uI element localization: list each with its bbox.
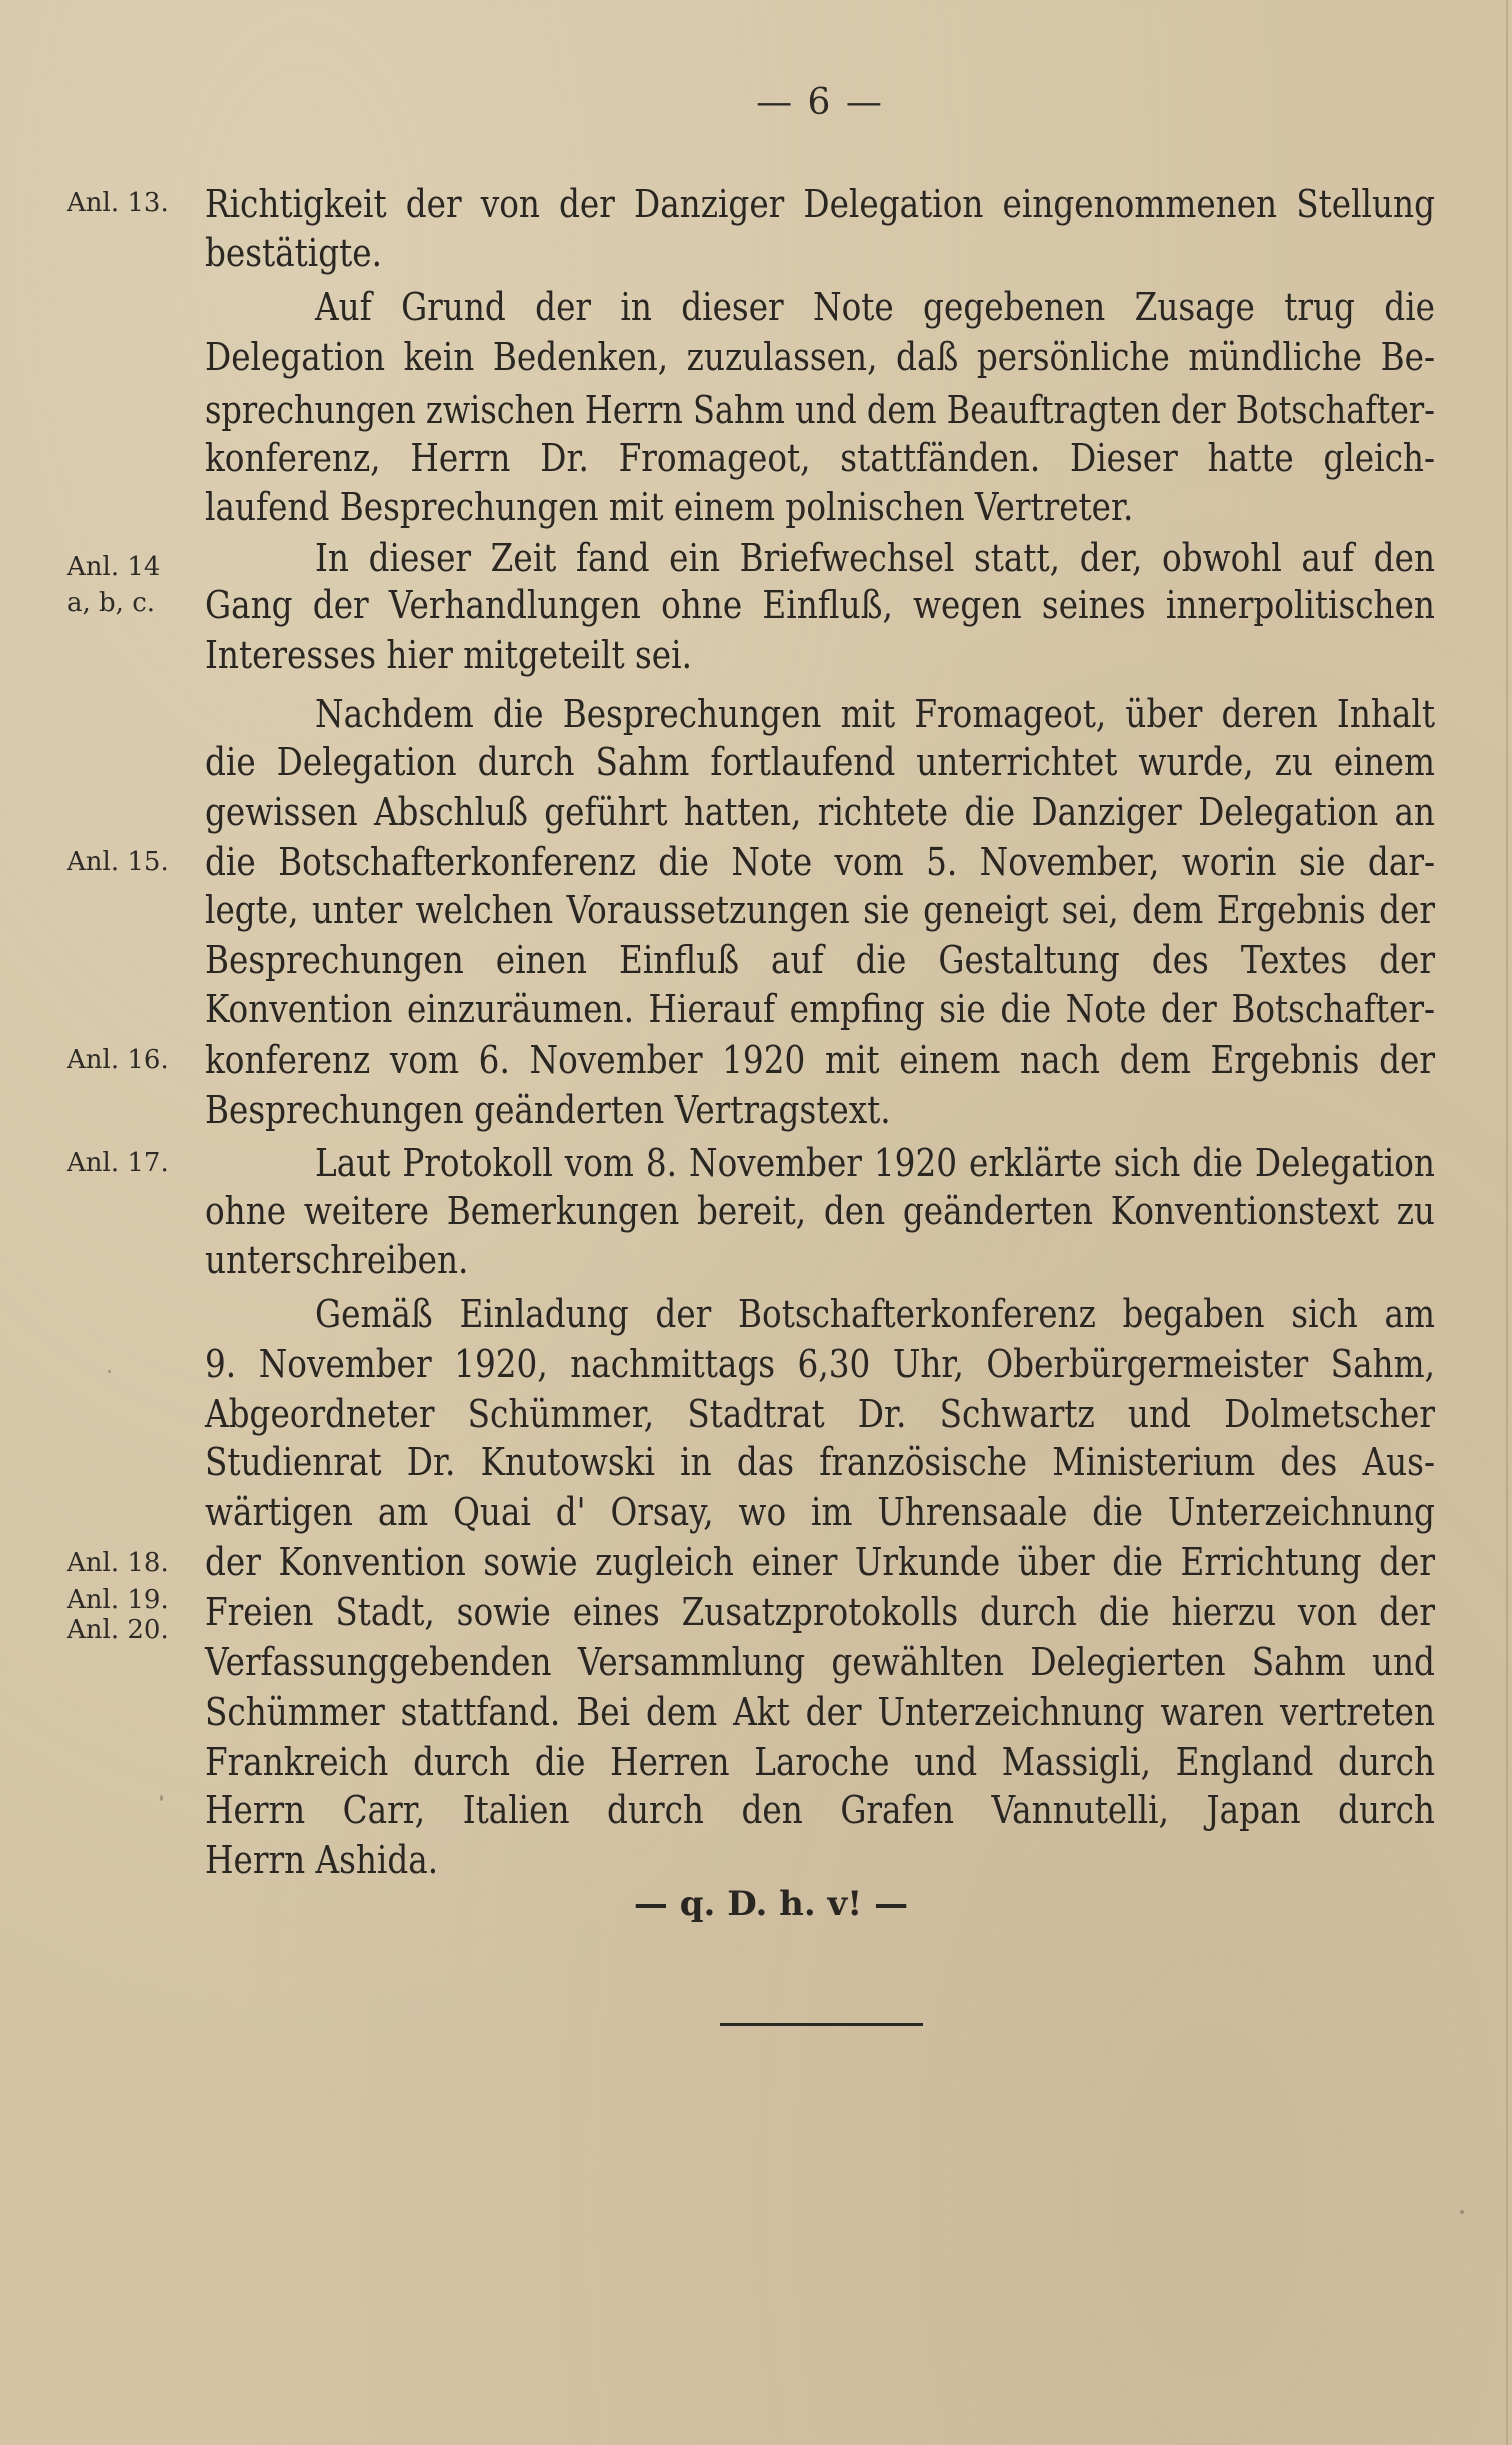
end-rule-divider — [720, 2023, 923, 2026]
margin-note-anl-17: Anl. 17. — [67, 1148, 169, 1178]
text-line: Richtigkeit der von der Danziger Delegation eingenommenen Stellung — [205, 182, 1435, 226]
text-line: legte, unter welchen Voraussetzungen sie geneigt sei, dem Ergebnis der — [205, 888, 1435, 932]
text-line: 9. November 1920, nachmittags 6,30 Uhr, Oberbürgermeister Sahm, — [205, 1342, 1435, 1386]
margin-note-anl-16: Anl. 16. — [67, 1045, 169, 1075]
text-line: Interesses hier mitgeteilt sei. — [205, 633, 692, 677]
text-line: konferenz, Herrn Dr. Fromageot, stattfänden. Dieser hatte gleich- — [205, 436, 1435, 480]
text-line: Besprechungen einen Einfluß auf die Gestaltung des Textes der — [205, 938, 1435, 982]
text-line: Herrn Carr, Italien durch den Grafen Vannutelli, Japan durch — [205, 1788, 1435, 1832]
text-line: die Delegation durch Sahm fortlaufend unterrichtet wurde, zu einem — [205, 740, 1435, 784]
paper-speck — [1255, 618, 1259, 623]
text-line: Auf Grund der in dieser Note gegebenen Zusage trug die — [315, 285, 1435, 329]
margin-note-anl-14-abc: a, b, c. — [67, 588, 156, 618]
paper-speck — [1460, 2210, 1464, 2214]
margin-note-anl-20: Anl. 20. — [67, 1615, 169, 1645]
text-line: Laut Protokoll vom 8. November 1920 erklärte sich die Delegation — [315, 1141, 1435, 1185]
text-line: Freien Stadt, sowie eines Zusatzprotokolls durch die hierzu von der — [205, 1590, 1435, 1634]
text-line: wärtigen am Quai d' Orsay, wo im Uhrensaale die Unterzeichnung — [205, 1490, 1435, 1534]
text-line: Frankreich durch die Herren Laroche und Massigli, England durch — [205, 1740, 1435, 1784]
page-number: — 6 — — [756, 82, 884, 123]
margin-note-anl-13: Anl. 13. — [67, 188, 169, 218]
text-line: Abgeordneter Schümmer, Stadtrat Dr. Schwartz und Dolmetscher — [205, 1392, 1435, 1436]
text-line: Delegation kein Bedenken, zuzulassen, daß persönliche mündliche Be- — [205, 335, 1435, 379]
text-line: Schümmer stattfand. Bei dem Akt der Unterzeichnung waren vertreten — [205, 1690, 1435, 1734]
text-line: In dieser Zeit fand ein Briefwechsel statt, der, obwohl auf den — [315, 536, 1435, 580]
closing-mark: — q. D. h. v! — — [633, 1884, 909, 1924]
paper-speck — [160, 1795, 163, 1801]
text-line: laufend Besprechungen mit einem polnischen Vertreter. — [205, 485, 1134, 529]
text-line: sprechungen zwischen Herrn Sahm und dem Beauftragten der Botschafter- — [205, 388, 1435, 432]
text-line: unterschreiben. — [205, 1238, 469, 1282]
text-line: Gemäß Einladung der Botschafterkonferenz begaben sich am — [315, 1292, 1435, 1336]
text-line: ohne weitere Bemerkungen bereit, den geänderten Konventionstext zu — [205, 1189, 1435, 1233]
text-line: Verfassunggebenden Versammlung gewählten Delegierten Sahm und — [205, 1640, 1435, 1684]
text-line: Besprechungen geänderten Vertragstext. — [205, 1088, 891, 1132]
text-line: konferenz vom 6. November 1920 mit einem nach dem Ergebnis der — [205, 1038, 1435, 1082]
text-line: der Konvention sowie zugleich einer Urkunde über die Errichtung der — [205, 1540, 1435, 1584]
text-line: gewissen Abschluß geführt hatten, richtete die Danziger Delegation an — [205, 790, 1435, 834]
margin-note-anl-14: Anl. 14 — [67, 552, 161, 582]
text-line: die Botschafterkonferenz die Note vom 5. November, worin sie dar- — [205, 840, 1435, 884]
text-line: Nachdem die Besprechungen mit Fromageot, über deren Inhalt — [315, 692, 1435, 736]
page-edge-shadow — [1506, 0, 1508, 2445]
margin-note-anl-18: Anl. 18. — [67, 1548, 169, 1578]
margin-note-anl-19: Anl. 19. — [67, 1585, 169, 1615]
text-line: Herrn Ashida. — [205, 1838, 439, 1882]
margin-note-anl-15: Anl. 15. — [67, 847, 169, 877]
text-line: Gang der Verhandlungen ohne Einfluß, wegen seines innerpolitischen — [205, 583, 1435, 627]
paper-speck — [108, 1370, 111, 1373]
text-line: bestätigte. — [205, 231, 383, 275]
text-line: Konvention einzuräumen. Hierauf empfing sie die Note der Botschafter- — [205, 987, 1435, 1031]
text-line: Studienrat Dr. Knutowski in das französische Ministerium des Aus- — [205, 1440, 1435, 1484]
